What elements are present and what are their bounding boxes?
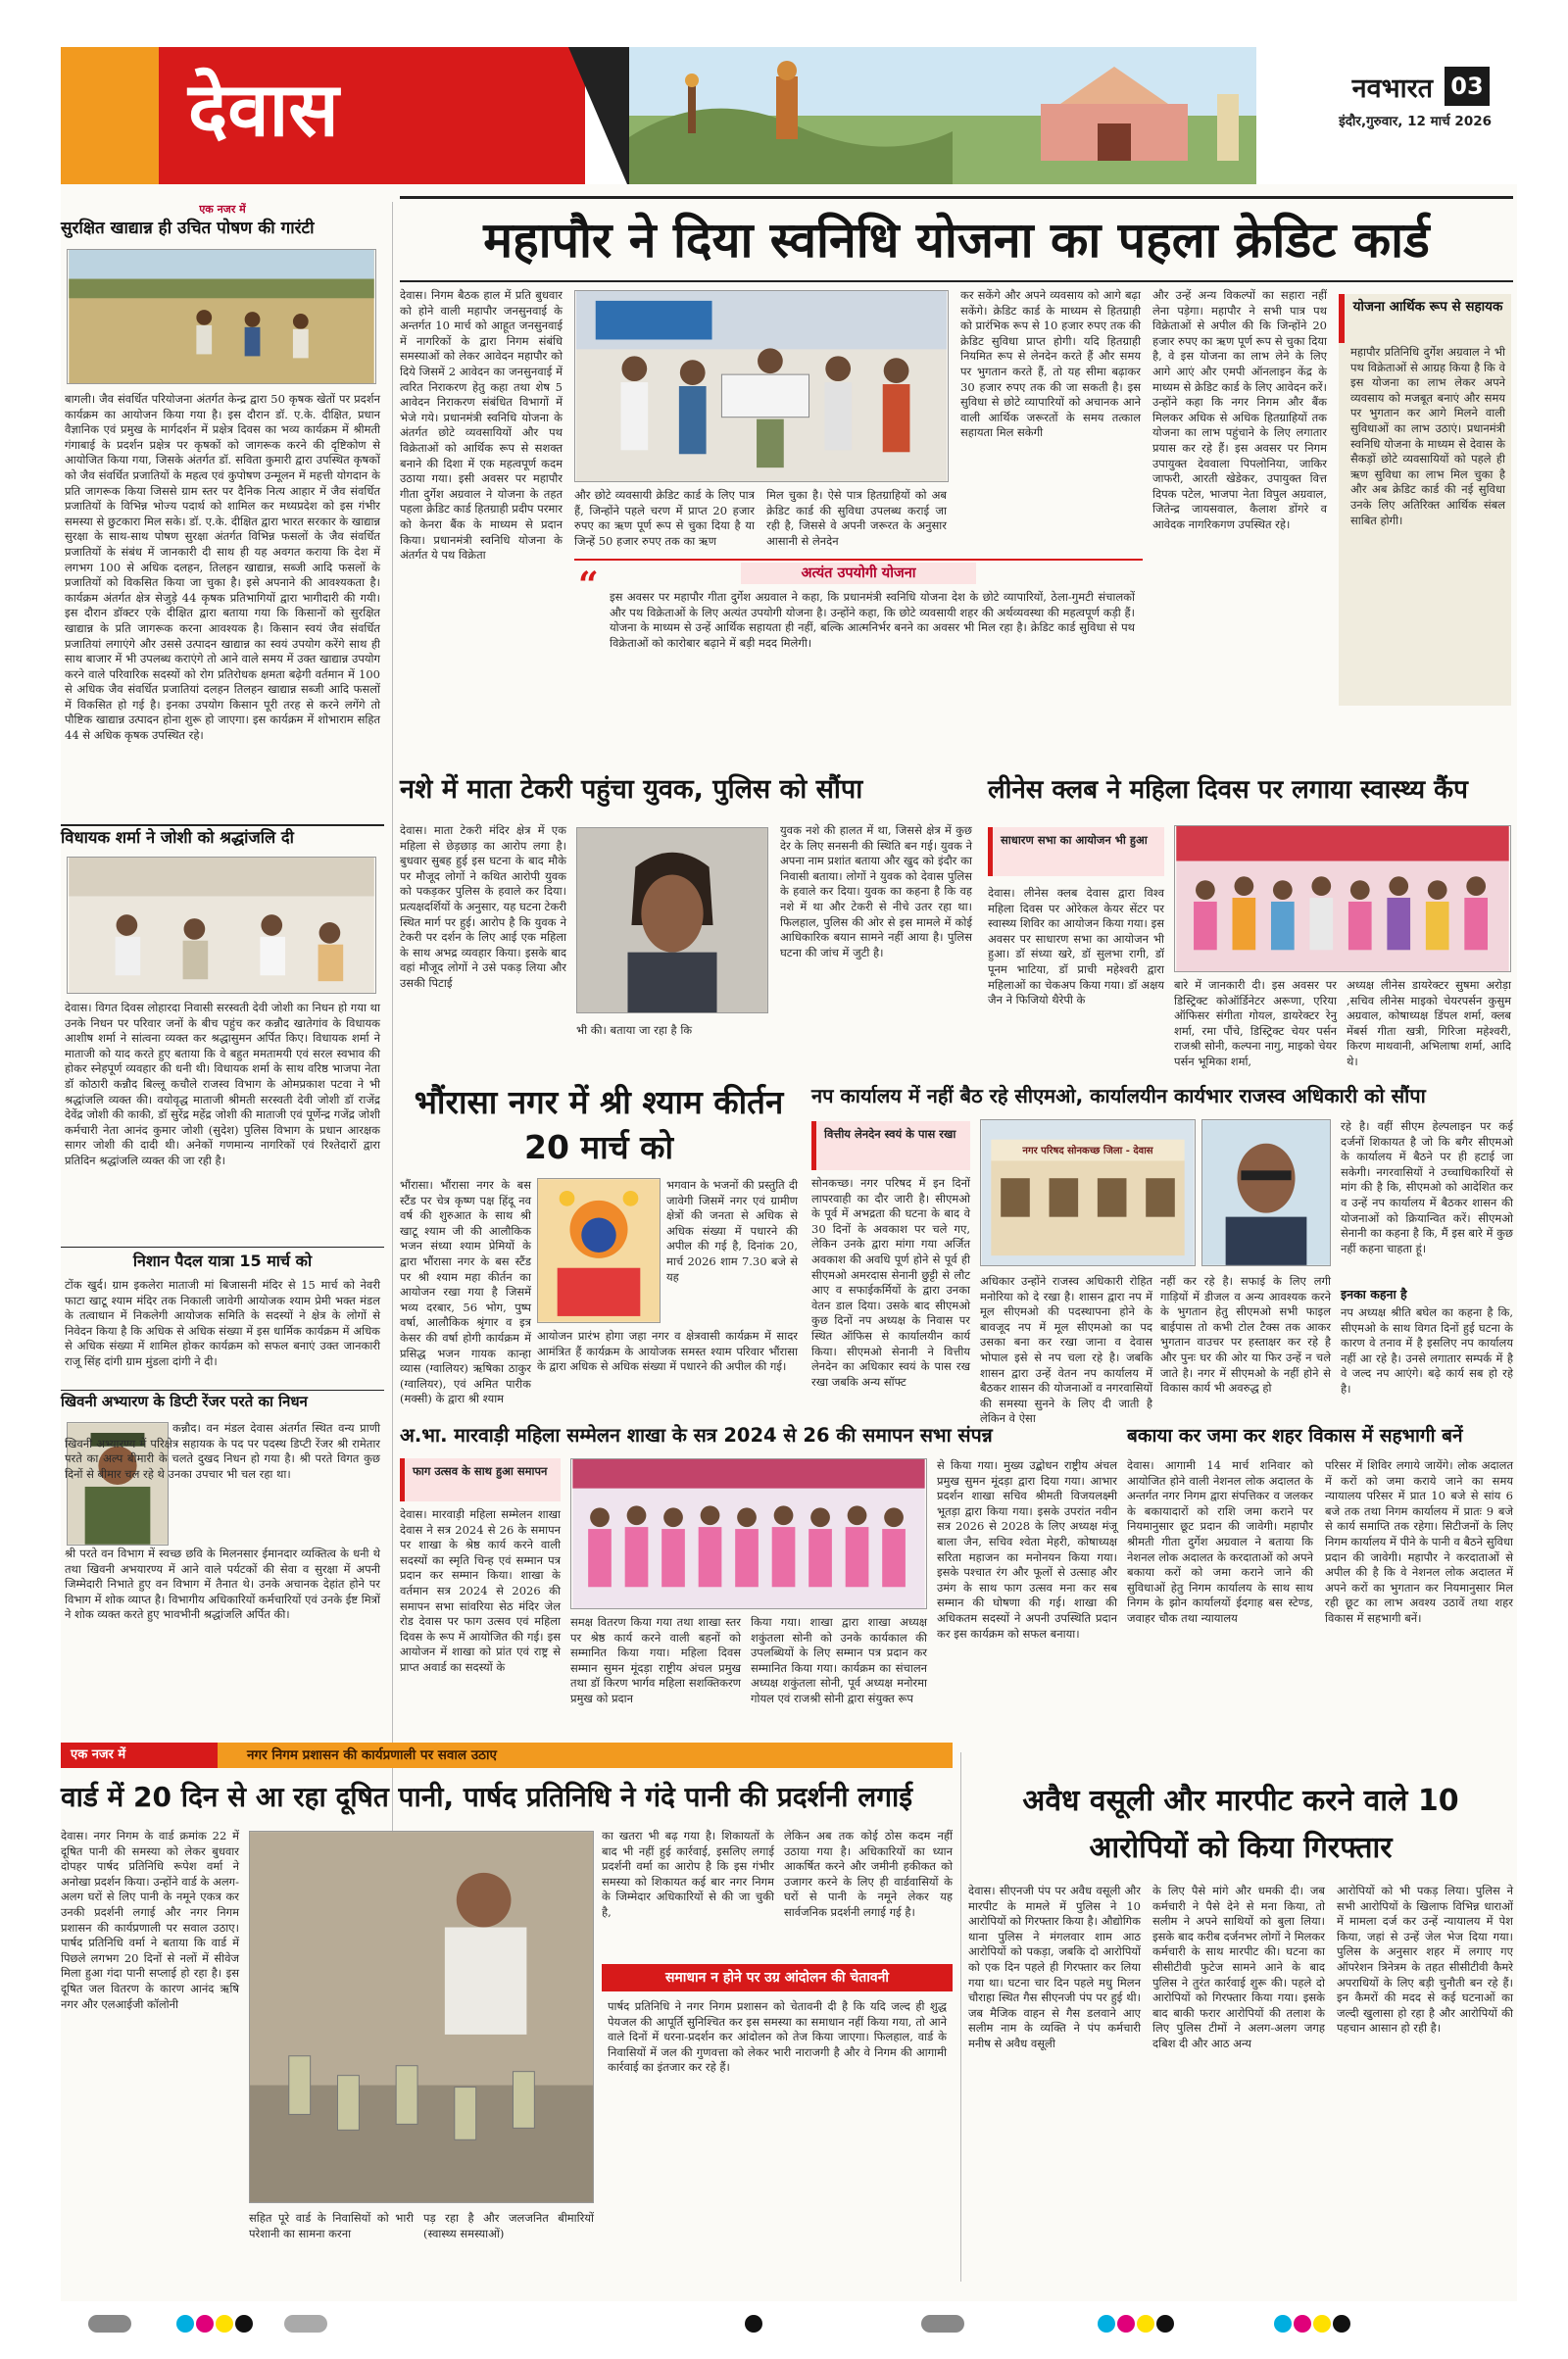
municipal-office-photo — [980, 1119, 1196, 1266]
box-headline: समाधान न होने पर उग्र आंदोलन की चेतावनी — [602, 1964, 953, 1991]
sidebar-headline: योजना आर्थिक रूप से सहायक — [1352, 299, 1503, 315]
story-body: श्री परते वन विभाग में स्वच्छ छवि के मिलनसार ईमानदार व्यक्तित्व के धनी थे तथा खिवनी अभयारण्य में आने वाले पर्यटकों की सेवा व सुरक्षा में अपनी जिम्मेदारी निभाते हुए वन विभाग में तैनात थे। उनके अचानक देहांत होने पर विभाग में शोक व्याप्त है। विभागीय अधिकारियों कर्मचारियों एवं उनके ईष्ट मित्रों ने शोक व्यक्त करते हुए भावभीनी श्रद्धांजलि अर्पित की। — [65, 1547, 380, 1622]
lead-headline: महापौर ने दिया स्वनिधि योजना का पहला क्रेडिट कार्ड — [483, 212, 1430, 269]
story-tag: वित्तीय लेनदेन स्वयं के पास रखा — [811, 1121, 970, 1170]
story-body: नप अध्यक्ष श्रीति बघेल का कहना है कि, सीएमओ के साथ विगत दिनों हुई घटना के कारण वे तनाव में है इसलिए नप कार्यालय नहीं आ रहे है। उनसे लगातार सम्पर्क में है वे जल्द नप आएंगे। बढ़े कार्य सब हो रहे है। — [1341, 1305, 1513, 1396]
contaminated-water-samples-photo — [249, 1831, 594, 2203]
womens-day-group-photo — [1174, 825, 1511, 972]
story-body: के लिए पैसे मांगे और धमकी दी। जब कर्मचारी ने पैसे देने से मना किया, तो सलीम ने अपने साथियों को बुला लिया। इसके बाद करीब दर्जनभर लोगों ने मिलकर कर्मचारी के साथ मारपीट की। घटना का सीसीटीवी फुटेज सामने आने के बाद पुलिस ने तुरंत कार्रवाई शुरू की। पहले दो आरोपियों को गिरफ्तार किया गया। इसके बाद बाकी फरार आरोपियों की तलाश के लिए पुलिस टीमों ने अलग-अलग जगह दबिश दी और आठ अन्य — [1152, 1884, 1325, 2050]
story-body: युवक नशे की हालत में था, जिससे क्षेत्र में कुछ देर के लिए सनसनी की स्थिति बन गई। युवक ने अपना नाम प्रशांत बताया और खुद को इंदौर का निवासी बताया। लोगों ने युवक को देवास पुलिस के हवाले कर दिया। युवक का कहना है कि वह नशे में था और टेकरी से नीचे उतर रहा था। फिलहाल, पुलिस की ओर से इस मामले में कोई आधिकारिक बयान सामने नहीं आया है। पुलिस घटना की जांच में जुटी है। — [780, 823, 972, 959]
story-body: लेकिन अब तक कोई ठोस कदम नहीं उठाया गया है। अधिकारियों का ध्यान आकर्षित करने और जमीनी हकीकत को उजागर करने के लिए ही वार्डवासियों के घरों से पानी के नमूने लेकर यह सार्वजनिक प्रदर्शनी लगाई गई है। — [784, 1829, 953, 1919]
lead-story — [400, 196, 1513, 755]
kicker-label: एक नजर में — [199, 203, 246, 216]
story-body: समक्ष वितरण किया गया तथा शाखा स्तर पर श्रेष्ठ कार्य करने वाली बहनों को सम्मानित किया गया। महिला दिवस सम्मान सुमन मूंदड़ा राष्ट्रीय अंचल प्रमुख तथा डॉ किरण भार्गव महिला सशक्तिकरण प्रमुख को प्रदान — [570, 1615, 741, 1705]
column-divider — [960, 1752, 961, 2282]
story-body: पड़ रहा है और जलजनित बीमारियों (स्वास्थ्य समस्याओं) — [423, 2211, 594, 2240]
story-body: देवास। सीएनजी पंप पर अवैध वसूली और मारपीट के मामले में पुलिस ने 10 आरोपियों को गिरफ्तार किया है। औद्योगिक थाना पुलिस ने मंगलवार शाम आठ आरोपियों को पकड़ा, जबकि दो आरोपियों को एक दिन पहले ही गिरफ्तार कर लिया गया था। घटना चार दिन पहले मधु मिलन चौराहा स्थित गैस सीएनजी पंप पर हुई थी। जब मैजिक वाहन से गैस डलवाने आए सलीम नाम के व्यक्ति ने पंप कर्मचारी मनीष से अवैध वसूली — [968, 1884, 1141, 2050]
story-body: कर सकेंगे और अपने व्यवसाय को आगे बढ़ा सकेंगे। क्रेडिट कार्ड के माध्यम से हितग्राही को प्रारंभिक रूप से 10 हजार रुपए तक की क्रेडिट सुविधा प्राप्त होगी। यदि हितग्राही नियमित रूप से लेनदेन करते हैं और समय पर भुगतान करते हैं, तो यह सीमा बढ़ाकर 30 हजार रुपए तक की जा सकती है। इस सुविधा से छोटे व्यापारियों को अचानक आने वाली आर्थिक जरूरतों के समय तत्काल सहायता मिल सकेगी — [960, 288, 1141, 440]
page-number: 03 — [1445, 67, 1490, 106]
quote-subhead: इनका कहना है — [1341, 1287, 1407, 1302]
masthead — [61, 47, 1517, 184]
story-body: भौंरासा। भौंरासा नगर के बस स्टैंड पर चेत्र कृष्ण पक्ष हिंदू नव वर्ष की शुरुआत के साथ श्री खाटू श्याम जी की आलौकिक भजन संध्या श्याम प्रेमियों के द्वारा भौंरासा नगर के बस स्टैंड पर श्री श्याम महा कीर्तन का आयोजन रखा गया है जिसमें भव्य दरबार, 56 भोग, पुष्प वर्षा, आलौकिक श्रृंगार व इत्र केसर की वर्षा होगी कार्यक्रम में प्रसिद्ध भजन गायक कान्हा व्यास (ग्वालियर) ऋषिका ठाकुर (ग्वालियर), एवं अमित पारीक (मक्सी) के द्वारा श्री श्याम — [400, 1178, 531, 1406]
story-body: सोनकच्छ। नगर परिषद में इन दिनों लापरवाही का दौर जारी है। सीएमओ के पूर्व में अभद्रता की घटना के बाद वे 30 दिनों के अवकाश पर चले गए, लेकिन उनके द्वारा मांगा गया अर्जित अवकाश की अवधि पूर्ण होने से पूर्व ही सीएमओ अमरदास सेनानी छुट्टी से लौट आए व सफाईकर्मियों के द्वारा उनका वेतन डाल दिया। उसके बाद सीएमओ कुछ दिनों नप अध्यक्ष के निवास पर स्थित ऑफिस से कार्यालयीन कार्य किया। सीएमओ सेनानी ने वित्तीय लेनदेन का अधिकार स्वयं के पास रख रखा जबकि अन्य सॉफ्ट — [811, 1176, 970, 1389]
story-headline: खिवनी अभ्यारण के डिप्टी रेंजर परते का निधन — [61, 1393, 308, 1410]
ward-story — [61, 1743, 953, 2301]
sidebar-box — [1339, 294, 1511, 706]
story-body: परिसर में शिविर लगाये जायेंगे। लोक अदालत में करों को जमा कराये जाने का समय न्यायालय परिसर में प्रात 10 बजे से सांय 6 बजे तक तथा निगम कार्यालय में प्रातः 9 बजे से कार्य समाप्ति तक रहेगा। सिटीजनों के लिए निगम कार्यालय में पीने के पानी व बैठने सुविधा प्रदान की जावेगी। महापौर ने करदाताओं से अपील की है कि वे नेशनल लोक अदालत में अपने करों का भुगतान कर नियमानुसार मिल रही छूट का लाभ अवश्य उठावें तथा शहर विकास में सहभागी बनें। — [1325, 1458, 1513, 1625]
headline-box-bottom — [400, 280, 1513, 282]
box-body: पार्षद प्रतिनिधि ने नगर निगम प्रशासन को चेतावनी दी है कि यदि जल्द ही शुद्ध पेयजल की आपूर्ति सुनिश्चित कर इस समस्या का समाधान नहीं किया गया, तो आने वाले दिनों में धरना-प्रदर्शन कर आंदोलन को तेज किया जाएगा। फिलहाल, वार्ड के निवासियों में जल की गुणवत्ता को लेकर भारी नाराजगी है और वे निगम की आगामी कार्रवाई का इंतजार कर रहे हैं। — [608, 1999, 947, 2075]
story-body: आयोजन प्रारंभ होगा जहा नगर व क्षेत्रवासी कार्यक्रम में सादर आमंत्रित हैं कार्यक्रम के आयोजक समस्त श्याम परिवार भौंरासा के द्वारा अधिक से अधिक संख्या में पधारने की अपील की गई। — [537, 1329, 798, 1374]
story-tag: फाग उत्सव के साथ हुआ समापन — [400, 1458, 561, 1501]
office-board-label: नगर परिषद सोनकच्छ जिला - देवास — [1022, 1146, 1153, 1156]
sidebar-accent — [1339, 294, 1345, 343]
story-body: अधिकार उन्होंने राजस्व अधिकारी रोहित मनोरिया को दे रखा है। शासन द्वारा नप में मूल सीएमओ की पदस्थापना होने के बावजूद नप में मूल सीएमओ का पद उसका बना कर रखा जाना व देवास भोपाल इसे से नप चला रहे है। जबकि शासन द्वारा उन्हें वेतन नप कार्यालय में बैठकर शासन की योजनाओं व नगरवासियों की समस्या सुनने के लिए दी जाती है लेकिन वे ऐसा — [980, 1274, 1152, 1426]
kicker-label: एक नजर में — [71, 1747, 126, 1762]
divider — [61, 824, 384, 826]
warning-box — [602, 1964, 953, 2258]
story-headline: वार्ड में 20 दिन से आ रहा दूषित पानी, पार्षद प्रतिनिधि ने गंदे पानी की प्रदर्शनी लगाई — [61, 1781, 912, 1813]
quote-icon: “ — [578, 565, 599, 606]
headline-box-top — [400, 196, 1513, 199]
accused-youth-photo — [576, 827, 768, 1013]
temple-skyline-image — [629, 47, 1256, 184]
story-body: बारे में जानकारी दी। इस अवसर पर डिस्ट्रिक्ट कोऑर्डिनेटर अरूणा, एरिया ऑफिसर संगीता गोयल, डायरेक्टर रेनु शर्मा, रमा पौंचे, डिस्ट्रिक्ट चेयर पर्सन राजश्री सोनी, कल्पना नागु, माइको चेयर पर्सन भूमिका शर्मा, — [1174, 978, 1337, 1068]
story-body: मिल चुका है। ऐसे पात्र हितग्राहियों को अब क्रेडिट कार्ड की सुविधा उपलब्ध कराई जा रही है, जिससे वे अपनी जरूरत के अनुसार आसानी से लेनदेन — [766, 488, 947, 548]
cmo-portrait-photo — [1201, 1119, 1331, 1266]
story-body: किया गया। शाखा द्वारा शाखा अध्यक्ष शकुंतला सोनी को उनके कार्यकाल की उपलब्धियों के लिए सम्मान पत्र प्रदान कर सम्मानित किया गया। कार्यक्रम का संचालन अध्यक्ष शकुंतला सोनी, पूर्व अध्यक्ष मनोरमा गोयल एवं राजश्री सोनी द्वारा संयुक्त रूप — [751, 1615, 927, 1705]
story-headline: विधायक शर्मा ने जोशी को श्रद्धांजलि दी — [61, 828, 294, 847]
story-body: देवास। आगामी 14 मार्च शनिवार को आयोजित होने वाली नेशनल लोक अदालत के अन्तर्गत नगर निगम द्वारा संपत्तिकर व जलकर के बकायादारों को राशि जमा कराने पर नियमानुसार छूट प्रदान की जावेगी। महापौर श्रीमती गीता दुर्गेश अग्रवाल ने बताया कि नेशनल लोक अदालत के करदाताओं को अपने बकाया करों को जमा कराने जाने की सुविधाओं हेतु निगम कार्यालय के साथ साथ निगम के झोन कार्यालयों ईदगाह बस स्टेण्ड, जवाहर चौक तथा न्यायालय — [1127, 1458, 1313, 1625]
strap-line: नगर निगम प्रशासन की कार्यप्रणाली पर सवाल उठाए — [247, 1747, 497, 1763]
story-headline: लीनेस क्लब ने महिला दिवस पर लगाया स्वास्थ्य कैंप — [988, 775, 1468, 805]
divider — [61, 1390, 384, 1391]
story-body: देवास। विगत दिवस लोहारदा निवासी सरस्वती देवी जोशी का निधन हो गया था उनके निधन पर परिवार जनों के बीच पहुंच कर कन्नौद खातेगांव के विधायक आशीष शर्मा ने सांत्वना व्यक्त कर श्रद्धासुमन अर्पित किए। विधायक शर्मा ने माताजी को याद करते हुए बताया कि वे बहुत ममतामयी एवं सरल स्वभाव की होकर स्नेहपूर्ण व्यवहार की धनी थी। विधायक शर्मा के साथ वरिष्ठ भाजपा नेता डॉ कोठारी कन्नौद बिल्लू कचौले राजस्व विभाग के ओमप्रकाश पटवा ने भी श्रद्धांजलि व्यक्त की। वयोवृद्ध माताजी श्रीमती सरस्वती देवी जोशी डॉ राजेंद्र देवेंद्र जोशी की काकी, डॉ सुरेंद्र महेंद्र जोशी की माताजी एवं पूर्णेन्द्र गजेंद्र जोशी कर्मचारी नेता आनंद कुमार जोशी (सुदेश) पुलिस विभाग के प्रधान आरक्षक सागर जोशी की दादी थी। अनेकों गणमान्य नागरिकों एवं रिश्तेदारों द्वारा प्रतिदिन श्रद्धांजलि व्यक्त की जा रही है। — [65, 1001, 380, 1167]
box-body: इस अवसर पर महापौर गीता दुर्गेश अग्रवाल ने कहा, कि प्रधानमंत्री स्वनिधि योजना देश के छोटे व्यापारियों, ठेला-गुमटी संचालकों और पथ विक्रेताओं के लिए अत्यंत उपयोगी योजना है। उन्होंने कहा, कि छोटे व्यवसायी शहर की अर्थव्यवस्था की महत्वपूर्ण कड़ी हैं। योजना के माध्यम से उन्हें आर्थिक सहायता ही नहीं, बल्कि आत्मनिर्भर बनने का अवसर भी मिल रहा है। क्रेडिट कार्ड सुविधा से पथ विक्रेताओं को कारोबार बढ़ाने में बड़ी मदद मिलेगी। — [610, 590, 1135, 650]
bakaya-story — [1127, 1421, 1513, 1730]
story-headline: सुरक्षित खाद्यान्न ही उचित पोषण की गारंटी — [61, 219, 315, 238]
story-body: भी की। बताया जा रहा है कि — [576, 1023, 693, 1037]
left-column — [61, 202, 384, 1892]
tekri-story — [400, 770, 980, 1074]
story-body: रहे है। वहीं सीएम हेल्पलाइन पर कई दर्जनों शिकायत है जो कि बगैर सीएमओ के कार्यालय में बैठने पर ही हटाई जा सकेगी। नगरवासियों ने उच्चाधिकारियों से मांग की है कि, सीएमओ को आदेशित कर व उन्हें नप कार्यालय में बैठकर शासन की योजनाओं को क्रियान्वित करें। सीएमओ सेनानी का कहना है कि, मैं इस बारे में कुछ नहीं कहना चाहता हूं। — [1341, 1119, 1513, 1255]
shyam-story — [400, 1080, 804, 1413]
farm-field-photo — [67, 249, 376, 384]
dateline: इंदौर,गुरुवार, 12 मार्च 2026 — [1339, 114, 1492, 129]
story-body: देवास। नगर निगम के वार्ड क्रमांक 22 में दूषित पानी की समस्या को लेकर बुधवार दोपहर पार्षद प्रतिनिधि रूपेश वर्मा ने अनोखा प्रदर्शन किया। उन्होंने वार्ड के अलग-अलग घरों से लिए पानी के नमूने एकत्र कर उनकी प्रदर्शनी लगाई और नगर निगम प्रशासन की कार्यप्रणाली पर सवाल उठाए। पार्षद प्रतिनिधि वर्मा ने बताया कि वार्ड में पिछले लगभग 20 दिनों से नलों में सीवेज मिला हुआ गंदा पानी सप्लाई हो रहा है। इस दूषित जल वितरण के कारण आनंद ऋषि नगर और एलआईजी कॉलोनी — [61, 1829, 239, 2011]
story-headline: अवैध वसूली और मारपीट करने वाले 10 आरोपियों को किया गिरफ्तार — [1022, 1784, 1459, 1865]
credit-card-handover-photo — [574, 290, 949, 482]
womens-conference-photo — [570, 1458, 927, 1609]
sidebar-body: महापौर प्रतिनिधि दुर्गेश अग्रवाल ने भी पथ विक्रेताओं से आग्रह किया है कि वे इस योजना का लाभ लेकर अपने व्यवसाय को मजबूत बनाएं और समय पर भुगतान कर आगे मिलने वाली सुविधाओं का लाभ उठाएं। प्रधानमंत्री स्वनिधि योजना के माध्यम से देवास के सैकड़ों छोटे व्यवसायियों को पहले ही ऋण सुविधा का लाभ मिल चुका है और अब क्रेडिट कार्ड की नई सुविधा उनके लिए अतिरिक्त आर्थिक संबल साबित होगी। — [1350, 345, 1505, 527]
khatu-shyam-idol-image — [537, 1178, 661, 1323]
story-body: नहीं कर रहे है। सफाई के लिए लगी गाड़ियों में डीजल व अन्य आवश्यक करने के भुगतान हेतु सीएमओ सभी फाइल बाईपास तो कभी टोल टैक्स तक आकर भुगतान वाउचर पर हस्ताक्षर कर रहे है और पुनः घर की ओर या फिर उन्हें न चले जाते है। नगर में सीएमओ के नहीं होने से विकास कार्य भी अवरुद्ध हो — [1160, 1274, 1331, 1396]
lions-story — [988, 770, 1513, 1074]
story-headline: अ.भा. मारवाड़ी महिला सम्मेलन शाखा के सत्र 2024 से 26 की समापन सभा संपन्न — [400, 1424, 993, 1447]
story-body: और उन्हें अन्य विकल्पों का सहारा नहीं लेना पड़ेगा। महापौर ने सभी पात्र पथ विक्रेताओं से अपील की कि जिन्होंने 20 हजार रुपए का ऋण पूर्ण रूप से चुका दिया है, वे इस योजना का लाभ लेने के लिए आगे आएं और एमपी ऑनलाइन केंद्र के माध्यम से क्रेडिट कार्ड के लिए आवेदन करें। उन्होंने कहा कि नगर निगम और बैंक मिलकर अधिक से अधिक हितग्राहियों तक योजना का लाभ पहुंचाने के लिए लगातार प्रयास कर रहे हैं। इस अवसर पर निगम उपायुक्त देववाला पिपलोनिया, जाकिर जाफरी, आरती खेडेकर, उपायुक्त वित्त दिपक पटेल, भाजपा नेता विपुल अग्रवाल, जितेन्द्र जायसवाल, कैलाश डोंगरे व आवेदक नागरिकगण उपस्थित रहे। — [1152, 288, 1327, 531]
column-divider — [392, 202, 393, 1888]
story-body: देवास। लीनेस क्लब देवास द्वारा विश्व महिला दिवस पर ओरेकल केयर सेंटर पर स्वास्थ्य शिविर का आयोजन किया गया। इस अवसर पर साधारण सभा का आयोजन भी हुआ। डॉ संध्या खरे, डॉ सुलभा रागी, डॉ पूनम भाटिया, डॉ प्राची महेश्वरी द्वारा महिलाओं का चेकअप किया गया। डॉ अक्षय जैन ने फिजियो थैरेपी के — [988, 886, 1164, 1007]
story-headline: बकाया कर जमा कर शहर विकास में सहभागी बनें — [1127, 1425, 1463, 1447]
story-body: कन्नौद। वन मंडल देवास अंतर्गत स्थित वन्य प्राणी खिवनी अभ्यारण्य में परिक्षेत्र सहायक के पद पर पदस्थ डिप्टी रेंजर श्री रामेतार परते का अल्प बीमारी के चलते दुखद निधन हो गया है। श्री परते विगत कुछ दिनों से बीमार चल रहे थे उनका उपचार भी चल रहा था। — [65, 1421, 380, 1481]
condolence-meeting-photo — [67, 857, 376, 994]
highlight-box — [574, 559, 1143, 715]
story-headline: भौंरासा नगर में श्री श्याम कीर्तन 20 मार्च को — [414, 1083, 784, 1166]
brand-logo: नवभारत — [1351, 74, 1433, 104]
section-title: देवास — [188, 66, 339, 153]
story-headline: नप कार्यालय में नहीं बैठ रहे सीएमओ, कार्यालयीन कार्यभार राजस्व अधिकारी को सौंपा — [811, 1084, 1426, 1107]
story-body: देवास। माता टेकरी मंदिर क्षेत्र में एक महिला से छेड़छाड़ का आरोप लगा है। बुधवार सुबह हुई इस घटना के बाद मौके पर मौजूद लोगों ने कथित आरोपी युवक को पकड़कर पुलिस के हवाले कर दिया। प्रत्यक्षदर्शियों के अनुसार, यह घटना टेकरी स्थित मार्ग पर हुई। आरोप है कि युवक ने टेकरी पर दर्शन के लिए आई एक महिला के साथ अभद्र व्यवहार किया। इसके बाद वहां मौजूद लोगों ने उसे पकड़ लिया और उसकी पिटाई — [400, 823, 566, 990]
story-body: और छोटे व्यवसायी क्रेडिट कार्ड के लिए पात्र हैं, जिन्होंने पहले चरण में प्राप्त 20 हजार रुपए का ऋण पूर्ण रूप से चुका दिया है या जिन्हें 50 हजार रुपए तक का ऋण — [574, 488, 755, 548]
story-tag: साधारण सभा का आयोजन भी हुआ — [988, 827, 1164, 876]
story-headline: निशान पैदल यात्रा 15 मार्च को — [132, 1252, 313, 1270]
newspaper-page — [61, 47, 1517, 2301]
story-body: का खतरा भी बढ़ गया है। शिकायतों के बाद भी नहीं हुई कार्रवाई, इसलिए लगाई प्रदर्शनी वर्मा का आरोप है कि इस गंभीर समस्या को शिकायत कई बार नगर निगम के जिम्मेदार अधिकारियों से की जा चुकी है, — [602, 1829, 774, 1919]
photo-caption: सहित पूरे वार्ड के निवासियों को भारी परेशानी का सामना करना — [249, 2211, 414, 2240]
story-body: आरोपियों को भी पकड़ लिया। पुलिस ने सभी आरोपियों के खिलाफ विभिन्न धाराओं में मामला दर्ज कर उन्हें न्यायालय में पेश किया, जहां से उन्हें जेल भेज दिया गया। पुलिस के अनुसार शहर में लगाए गए ऑपरेशन त्रिनेत्रम के तहत सीसीटीवी कैमरे अपराधियों के लिए बड़ी चुनौती बन रहे हैं। इन कैमरों की मदद से कई घटनाओं का जल्दी खुलासा हो रहा है और आरोपियों की पहचान आसान हो रही है। — [1337, 1884, 1513, 2036]
cmo-story — [811, 1080, 1513, 1426]
story-body: भगवान के भजनों की प्रस्तुति दी जावेगी जिसमें नगर एवं ग्रामीण क्षेत्रों की जनता से अधिक से अधिक संख्या में पधारने की अपील की गई है, दिनांक 20, मार्च 2026 शाम 7.30 बजे से यह — [666, 1178, 798, 1284]
story-body: देवास। निगम बैठक हाल में प्रति बुधवार को होने वाली महापौर जनसुनवाई के अन्तर्गत 10 मार्च को आहूत जनसुनवाई में नागरिकों के द्वारा निगम संबंधि समस्याओं को लेकर आवेदन महापौर को दिये जिसमें 2 आवेदन का जनसुनवाई में त्वरित निराकरण हेतु कहा तथा शेष 5 आवेदन निराकरण संबंधित विभागों में भेजे गये। प्रधानमंत्री स्वनिधि योजना के अंतर्गत छोटे व्यवसायियों और पथ विक्रेताओं को आर्थिक रूप से सशक्त बनाने की दिशा में एक महत्वपूर्ण कदम उठाया गया। इसी अवसर पर महापौर गीता दुर्गेश अग्रवाल ने योजना के तहत पहला क्रेडिट कार्ड हितग्राही प्रदीप परमार को केनरा बैंक के माध्यम से प्रदान किया। प्रधानमंत्री स्वनिधि योजना के अंतर्गत ये पथ विक्रेता — [400, 288, 563, 563]
story-body: अध्यक्ष लीनेस डायरेक्टर सुषमा अरोड़ा ,सचिव लीनेस माइको चेयरपर्सन कुसुम अग्रवाल, कोषाध्यक्ष डिंपल शर्मा, क्लब मेंबर्स गीता खत्री, गिरिजा महेश्वरी, किरण माथवानी, अभिलाषा शर्मा, आदि थे। — [1347, 978, 1511, 1068]
box-headline: अत्यंत उपयोगी योजना — [741, 563, 976, 584]
divider — [61, 1247, 384, 1248]
orange-band — [61, 47, 159, 184]
story-body: टोंक खुर्द। ग्राम इकलेरा माताजी मां बिजासनी मंदिर से 15 मार्च को नेवरी फाटा खाटू श्याम मंदिर तक निकाली जावेगी आयोजक श्याम प्रेमी भक्त मंडल के तत्वाधान में निकलेगी आयोजक समिति के सदस्यों ने क्षेत्र के लोगों से निवेदन किया है कि अधिक से अधिक संख्या में इस धार्मिक कार्यक्रम में अधिक से अधिक संख्या में शामिल होकर कार्यक्रम को सफल बनाएं उक्त जानकारी राजू सिंह दांगी ग्राम मुंडला दांगी ने दी। — [65, 1278, 380, 1368]
story-body: से किया गया। मुख्य उद्बोधन राष्ट्रीय अंचल प्रमुख सुमन मूंदड़ा द्वारा दिया गया। आभार प्रदर्शन शाखा सचिव श्रीमती विजयलक्ष्मी भूतड़ा द्वारा किया गया। इसके उपरांत नवीन सत्र 2026 से 2028 के लिए अध्यक्ष मंजू बाला जैन, सचिव श्वेता मेहरी, कोषाध्यक्ष सरिता महाजन का मनोनयन किया गया। इसके पश्चात रंग और फूलों से उत्साह और उमंग के साथ फाग उत्सव मना कर सब सम्मान की घोषणा की गई। शाखा की अधिकतम सदस्यों ने अपनी उपस्थिति प्रदान कर इस कार्यक्रम को सफल बनाया। — [937, 1458, 1117, 1641]
story-body: देवास। मारवाड़ी महिला सम्मेलन शाखा देवास ने सत्र 2024 से 26 के समापन पर शाखा के श्रेष्ठ कार्य करने वाली सदस्यों का स्मृति चिन्ह एवं सम्मान पत्र प्रदान कर सम्मान किया। शाखा के वर्तमान सत्र 2024 से 2026 की समापन सभा सांवरिया सेठ मंदिर जेल रोड देवास पर फाग उत्सव एवं महिला दिवस के रूप में आयोजित की गई। इस आयोजन में शाखा को प्रांत एवं राष्ट्र से प्राप्त अवार्ड का सदस्यों के — [400, 1507, 561, 1674]
marwadi-story — [400, 1421, 1117, 1730]
vasuli-story — [968, 1743, 1513, 2301]
story-body: बागली। जैव संवर्धित परियोजना अंतर्गत केन्द्र द्वारा 50 कृषक खेतों पर प्रदर्शन कार्यक्रम का आयोजन किया गया है। इस दौरान डॉ. ए.के. दीक्षित, प्रधान वैज्ञानिक एवं प्रमुख के मार्गदर्शन में प्रक्षेत्र दिवस का भव्य कार्यक्रम में श्रीमती गंगाबाई के प्रदर्शन प्रक्षेत्र पर कृषकों को जागरूक करने की दृष्टिकोण से आयोजित किया गया, जिसके अंतर्गत डॉ. सविता कुमारी द्वारा उपस्थित कृषकों को जैव संवर्धित प्रजातियों के महत्व एवं कुपोषण उन्मूलन में महत्ती योगदान के प्रति जागरूक किया जिससे ग्राम स्तर पर दैनिक नित्य आहार में जैव संवर्धित प्रजातियों के विभिन्न भोज्य पदार्थ को शामिल कर मध्यप्रदेश को इस गंभीर समस्या से छुटकारा मिल सके। डॉ. ए.के. दीक्षित द्वारा भारत सरकार के खाद्यान्न सुरक्षा के साथ-साथ पोषण सुरक्षा अंतर्गत विभिन्न फसलों के जैव संवर्धित प्रजातियों के संबंध में जानकारी दी साथ ही यह अवगत कराया कि देश में लगभग 100 से अधिक दलहन, तिलहन खाद्यान्न, सब्जी आदि फसलों के प्रजातियों को विकसित किया जा चुका है। इसे अपनाने की आवश्यकता है। कार्यक्रम अंतर्गत क्षेत्र सेजुड़े 44 कृषक प्रतिभागियों द्वारा भागीदारी की गयी। इस दौरान डॉक्टर एके दीक्षित द्वारा बताया गया कि किसानों को सुरक्षित खाद्यान्न के प्रति जागरूक करना आवश्यक है। किसान स्वयं जैव संवर्धित प्रजातियां लगाएंगे और उससे उत्पादन खाद्यान्न का स्वयं उपयोग करेंगे साथ ही साथ बाजार में भी उपलब्ध कराएंगे तो आने वाले समय में उक्त खाद्यान्न उपयोग करने वाले परिवारिक सदस्यों को रोग प्रतिरोधक क्षमता बढ़ेगी वर्तमान में 100 से अधिक जैव संवर्धित प्रजातियां दलहन तिलहन खाद्यान्न सब्जी आदि फसलों में विकसित हो गई है। इनका उपयोग किसान पूरी तरह से करने लगेंगे तो पौष्टिक खाद्यान्न उत्पादन होना शुरू हो जाएगा। इस कार्यक्रम में शोभाराम सहित 44 से अधिक कृषक उपस्थित रहे। — [65, 392, 380, 743]
story-headline: नशे में माता टेकरी पहुंचा युवक, पुलिस को सौंपा — [400, 774, 863, 805]
